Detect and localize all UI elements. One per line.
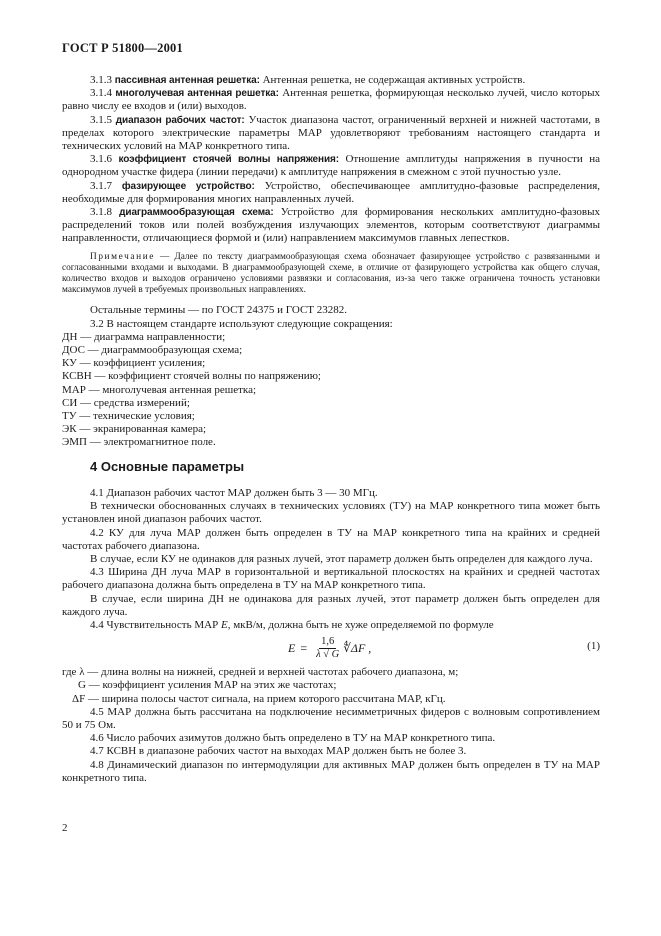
paragraph-4-2-cont: В случае, если КУ не одинаков для разных лучей, этот параметр должен быть определен для каждого луча. bbox=[90, 552, 593, 565]
definition-3-1-6: 3.1.6 коэффициент стоячей волны напряжения: Отношение амплитуды напряжения в пучности на однородном участке фидера (линии передачи) к амплитуде напряжения в смежном с этой пучностью узле. bbox=[62, 153, 600, 179]
term: диапазон рабочих частот: bbox=[115, 114, 245, 126]
definition-3-1-8: 3.1.8 диаграммообразующая схема: Устройство для формирования нескольких амплитудно-фазовых распределений токов или полей возбуждения излучающих элементов, которым соответствуют диаграммы направленности, отличающиеся формой и (или) направлением максимумов главных лепестков. bbox=[62, 206, 601, 245]
abbreviation-item: КУ — коэффициент усиления; bbox=[62, 357, 206, 370]
page-number: 2 bbox=[62, 822, 68, 834]
equation-number: (1) bbox=[587, 640, 600, 653]
definition-3-1-4: 3.1.4 многолучевая антенная решетка: Антенная решетка, формирующая несколько лучей, число которых равно числу ее входов и (или) выходов. bbox=[62, 87, 601, 113]
formula-numerator: 1,6 bbox=[321, 636, 335, 648]
abbreviation-item: СИ — средства измерений; bbox=[62, 396, 190, 409]
paragraph-4-8: 4.8 Динамический диапазон по интермодуляции для активных МАР должен быть определен в ТУ на МАР конкретного типа. bbox=[62, 758, 600, 784]
where-clause: где λ — длина волны на нижней, средней и верхней частотах рабочего диапазона, м; bbox=[62, 666, 459, 679]
paragraph-4-7: 4.7 КСВН в диапазоне рабочих частот на выходах МАР должен быть не более 3. bbox=[90, 745, 467, 758]
abbreviation-item: КСВН — коэффициент стоячей волны по напряжению; bbox=[62, 370, 321, 383]
other-terms: Остальные термины — по ГОСТ 24375 и ГОСТ 23282. bbox=[90, 304, 348, 317]
where-clause: ΔF — ширина полосы частот сигнала, на прием которого рассчитана МАР, кГц. bbox=[72, 692, 446, 705]
formula-root: ∜ΔF , bbox=[343, 641, 372, 656]
paragraph-4-3-cont: В случае, если ширина ДН не одинакова для разных лучей, этот параметр должен быть определен для каждого луча. bbox=[62, 592, 600, 618]
note-label: Примечание bbox=[90, 251, 155, 262]
abbreviation-item: ЭК — экранированная камера; bbox=[62, 423, 207, 436]
formula-lhs: E bbox=[288, 641, 296, 656]
paragraph-4-1: 4.1 Диапазон рабочих частот МАР должен быть 3 — 30 МГц. bbox=[90, 486, 378, 499]
formula-denominator: λ √ G bbox=[316, 649, 340, 661]
formula-1 bbox=[62, 632, 600, 666]
abbreviation-list bbox=[62, 331, 600, 450]
term: коэффициент стоячей волны напряжения: bbox=[118, 154, 339, 166]
definition-3-1-5: 3.1.5 диапазон рабочих частот: Участок диапазона частот, ограниченный верхней и нижней частотами, в пределах которого электрические параметры МАР удовлетворяют требованиям настоящего стандарта и технических условий на МАР конкретного типа. bbox=[62, 113, 600, 153]
note bbox=[62, 252, 600, 297]
where-clause: G — коэффициент усиления МАР на этих же частотах; bbox=[78, 679, 337, 692]
abbreviation-item: МАР — многолучевая антенная решетка; bbox=[62, 383, 257, 396]
term: диаграммообразующая схема: bbox=[119, 207, 274, 219]
definition-3-1-7: 3.1.7 фазирующее устройство: Устройство, обеспечивающее амплитудно-фазовые распределения, необходимые для формирования многих направленных лучей. bbox=[62, 179, 601, 205]
formula-equals: = bbox=[300, 641, 308, 656]
abbreviation-item: ДОС — диаграммообразующая схема; bbox=[62, 344, 243, 357]
term: фазирующее устройство: bbox=[121, 180, 255, 192]
paragraph-4-5: 4.5 МАР должна быть рассчитана на подключение несимметричных фидеров с волновым сопротивлением 50 и 75 Ом. bbox=[62, 705, 600, 731]
abbreviation-item: ДН — диаграмма направленности; bbox=[62, 330, 226, 343]
term: многолучевая антенная решетка: bbox=[115, 88, 279, 100]
abbreviation-item: ТУ — технические условия; bbox=[62, 410, 195, 423]
term: пассивная антенная решетка: bbox=[114, 75, 260, 86]
abbreviations-intro: 3.2 В настоящем стандарте используют следующие сокращения: bbox=[90, 317, 393, 330]
section-heading: 4 Основные параметры bbox=[90, 458, 245, 474]
note-text: — Далее по тексту диаграммообразующая схема обозначает фазирующее устройство с развязанными и согласованными входами и выходами. В диаграммообразующей схеме, в отличие от фазирующего устройства как общего случая, количество входов и выходов ограничено условиями развязки и согласования, из-за чего также ограничена точность установки максимумов лучей в требуемых произвольных направлениях. bbox=[62, 251, 600, 296]
paragraph-4-6: 4.6 Число рабочих азимутов должно быть определено в ТУ на МАР конкретного типа. bbox=[90, 732, 496, 745]
definition-3-1-3: 3.1.3 пассивная антенная решетка: Антенная решетка, не содержащая активных устройств. bbox=[90, 74, 526, 86]
abbreviation-item: ЭМП — электромагнитное поле. bbox=[62, 436, 216, 449]
page-header-standard-id: ГОСТ Р 51800—2001 bbox=[62, 41, 183, 55]
paragraph-4-4: 4.4 Чувствительность МАР E, мкВ/м, должна быть не хуже определяемой по формуле bbox=[90, 618, 494, 631]
page-body bbox=[62, 74, 600, 785]
formula-fraction bbox=[316, 636, 339, 661]
paragraph-4-1-cont: В технически обоснованных случаях в технических условиях (ТУ) на МАР конкретного типа может быть установлен иной диапазон рабочих частот. bbox=[62, 500, 600, 526]
paragraph-4-3: 4.3 Ширина ДН луча МАР в горизонтальной и вертикальной плоскостях на крайних и средней частотах рабочего диапазона должна быть определена в ТУ на МАР конкретного типа. bbox=[62, 566, 600, 592]
paragraph-4-2: 4.2 КУ для луча МАР должен быть определен в ТУ на МАР конкретного типа на крайних и средней частотах рабочего диапазона. bbox=[62, 526, 600, 552]
